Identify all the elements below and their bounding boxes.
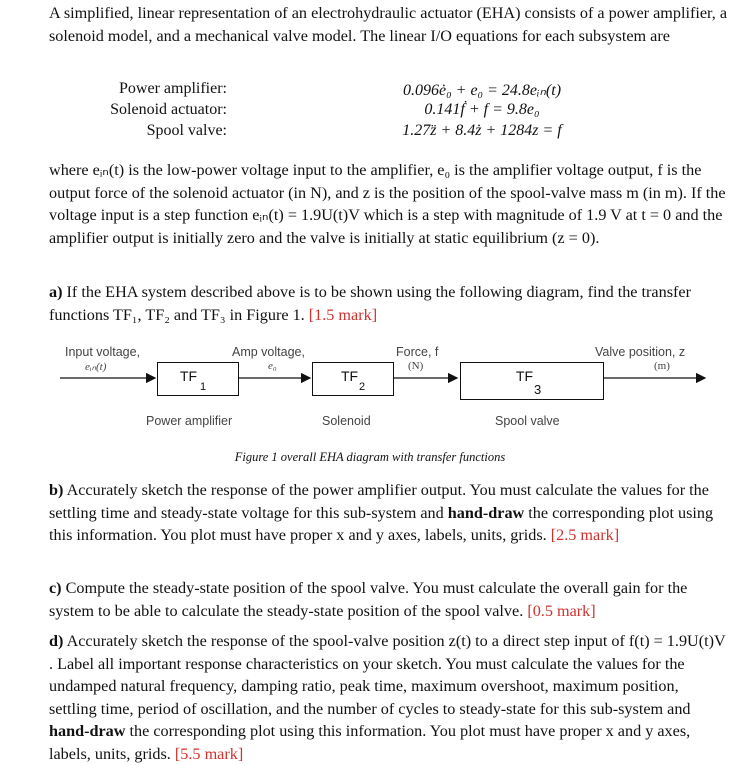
eq-spool-valve: 1.27z̈ + 8.4ż + 1284z = f	[402, 122, 562, 139]
block-tf3-caption: Spool valve	[495, 414, 560, 428]
signal-amp-voltage-symbol: e₀	[268, 360, 277, 372]
part-b-text-2: the corresponding plot using this information. You plot must have proper x and y axes, labels, units, grids.	[49, 503, 714, 544]
part-b-bold: hand-draw	[447, 503, 525, 522]
block-tf2-name: TF	[341, 368, 359, 384]
part-c-prefix: c)	[49, 579, 62, 597]
part-c-mark: [0.5 mark]	[527, 601, 596, 620]
part-d-text-2: the corresponding plot using this information. You plot must have proper x and y axes, labels, units, grids.	[49, 722, 691, 763]
block-tf3-index: 3	[534, 382, 542, 397]
block-tf1-name: TF	[180, 368, 198, 384]
eq-label-spool-valve: Spool valve:	[146, 122, 227, 139]
part-c-text: Compute the steady-state position of the spool valve. You must calculate the overall gain for the system to be able to calculate the steady-state position of the spool valve.	[49, 579, 688, 620]
part-b-prefix: b)	[49, 481, 64, 499]
block-tf1-caption: Power amplifier	[146, 414, 233, 428]
eq-label-solenoid: Solenoid actuator:	[110, 101, 227, 118]
signal-input-voltage-symbol: eᵢₙ(t)	[85, 361, 107, 373]
signal-valve-position-label: Valve position, z	[595, 345, 686, 359]
part-c	[49, 577, 729, 622]
part-b-mark: [2.5 mark]	[550, 526, 620, 544]
block-tf2-index: 2	[359, 381, 366, 393]
eq-solenoid: 0.141ḟ + f = 9.8e₀	[424, 101, 540, 118]
definitions-paragraph: where eᵢₙ(t) is the low-power voltage input to the amplifier, e₀ is the amplifier voltage output, f is the output force of the solenoid actuator (in N), and z is the position of the spool-valve mass m (in m). If the voltage input is a step function eᵢₙ(t) = 1.9U(t)V which is a step with magnitude of 1.9 V at t = 0 and the amplifier output is initially zero and the valve is initially at static equilibrium (z = 0).	[49, 161, 726, 247]
signal-amp-voltage-label: Amp voltage,	[232, 345, 305, 359]
signal-force-label: Force, f	[396, 345, 439, 359]
block-tf2-caption: Solenoid	[322, 414, 371, 428]
block-tf3	[460, 362, 604, 400]
part-a	[49, 281, 729, 326]
signal-input-voltage-label: Input voltage,	[65, 345, 141, 359]
signal-force-unit: (N)	[408, 360, 424, 372]
part-a-mark: [1.5 mark]	[308, 305, 378, 324]
part-a-text: If the EHA system described above is to be shown using the following diagram, find the transfer functions TF₁, TF₂ and TF₃ in Figure 1.	[49, 283, 691, 324]
signal-valve-position-unit: (m)	[654, 360, 670, 372]
part-a-prefix: a)	[49, 283, 63, 301]
figure-caption: Figure 1 overall EHA diagram with transfer functions	[234, 450, 506, 464]
part-d-bold: hand-draw	[49, 722, 126, 740]
block-tf3-name: TF	[516, 368, 534, 384]
part-d-mark: [5.5 mark]	[174, 744, 244, 763]
block-tf2	[312, 362, 394, 396]
block-tf1	[157, 362, 239, 396]
part-b-text-1: Accurately sketch the response of the power amplifier output. You must calculate the values for the settling time and steady-state voltage for this sub-system and	[49, 481, 709, 522]
eq-label-power-amplifier: Power amplifier:	[119, 80, 227, 97]
part-b	[49, 479, 729, 547]
part-d	[49, 630, 729, 765]
eha-block-diagram	[60, 340, 710, 430]
block-tf1-index: 1	[200, 381, 207, 393]
part-d-text-1: Accurately sketch the response of the spool-valve position z(t) to a direct step input of f(t) = 1.9U(t)V . Label all important response characteristics on your sketch. You must calculate the values for the undamped natural frequency, damping ratio, peak time, maximum overshoot, maximum position, settling time, period of oscillation, and the number of cycles to steady-state for this sub-system and	[49, 632, 726, 718]
part-d-prefix: d)	[49, 632, 64, 650]
eq-power-amplifier: 0.096ė₀ + e₀ = 24.8eᵢₙ(t)	[402, 82, 562, 99]
intro-paragraph: A simplified, linear representation of an electrohydraulic actuator (EHA) consists of a power amplifier, a solenoid model, and a mechanical valve model. The linear I/O equations for each subsystem are	[49, 4, 728, 45]
